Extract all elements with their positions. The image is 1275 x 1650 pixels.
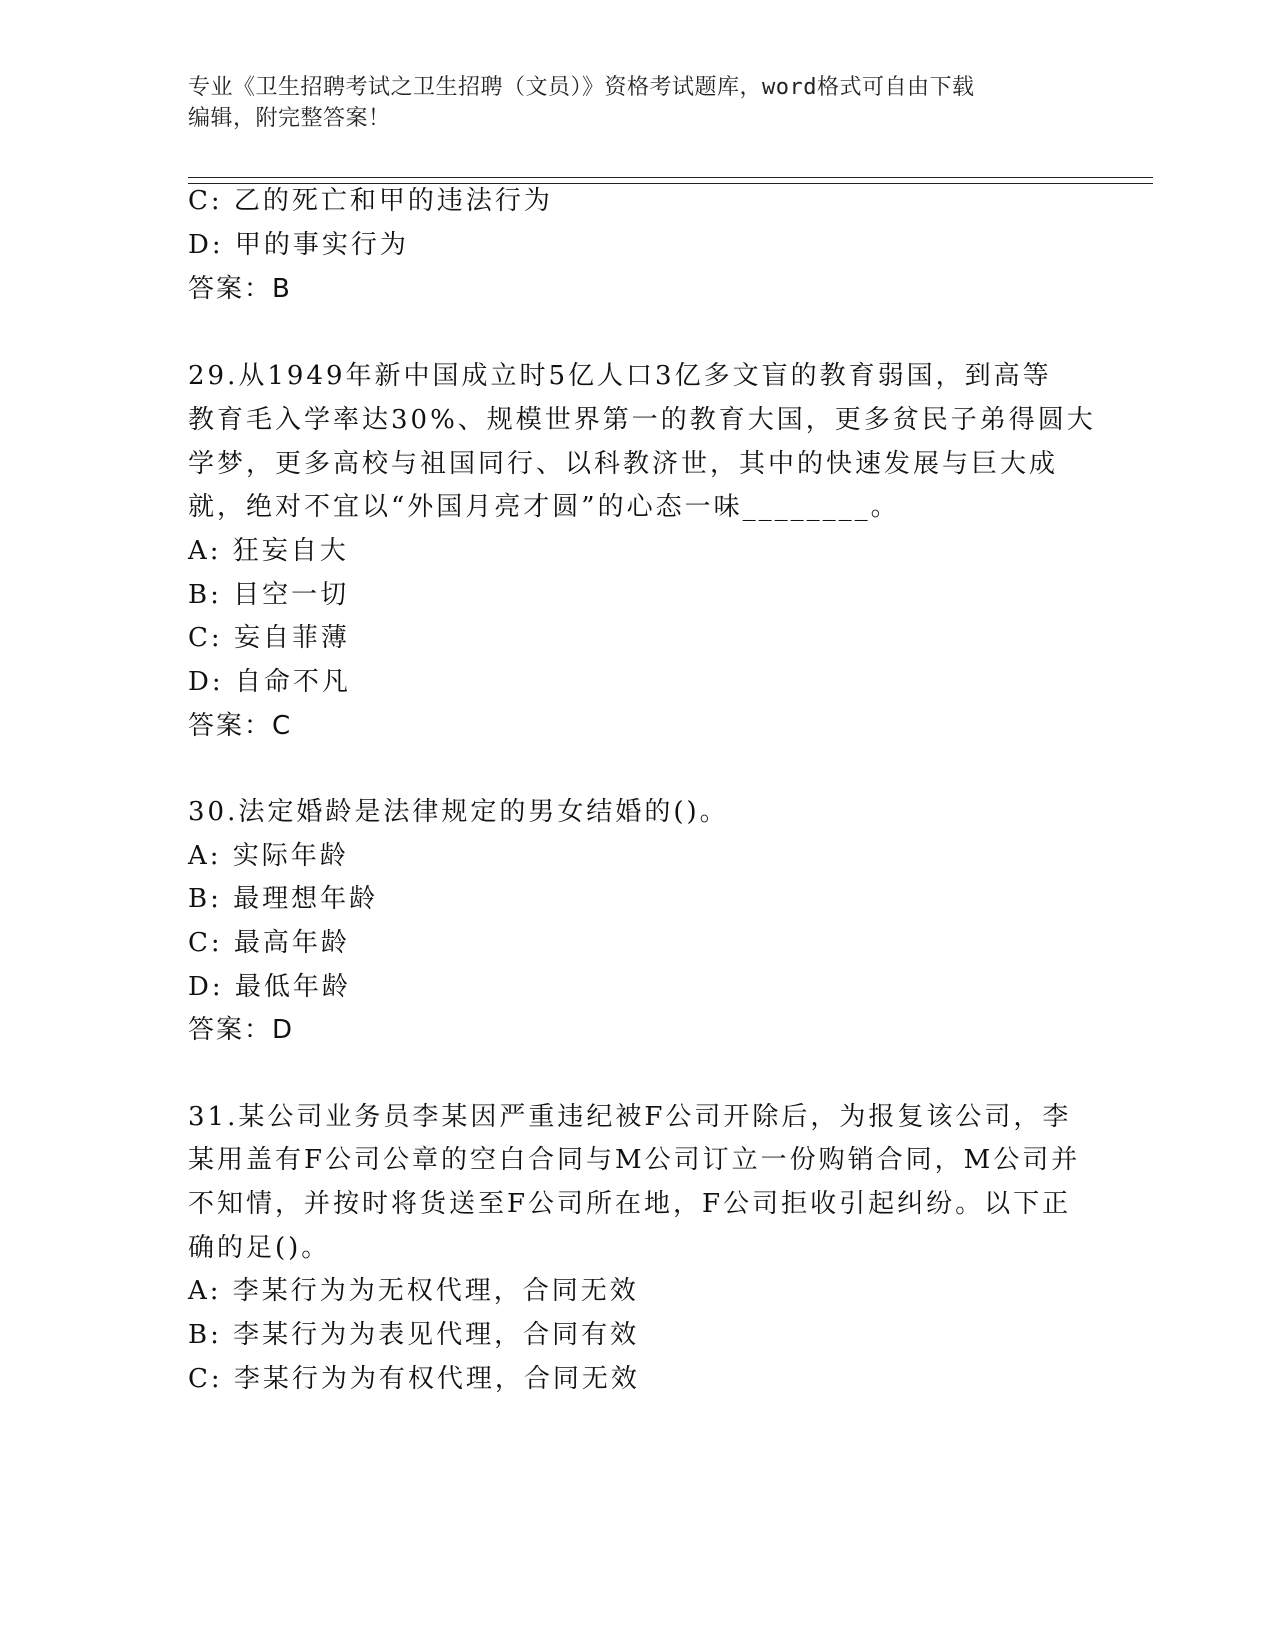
- q31-stem-line-1: 31.某公司业务员李某因严重违纪被F公司开除后，为报复该公司，李: [188, 1102, 1072, 1132]
- header-divider-bottom: [188, 183, 1153, 184]
- q31-option-c: C: 李某行为为有权代理，合同无效: [188, 1364, 640, 1394]
- q29-stem-line-1: 29.从1949年新中国成立时5亿人口3亿多文盲的教育弱国，到高等: [188, 361, 1052, 391]
- q29-stem-line-3: 学梦，更多高校与祖国同行、以科教济世，其中的快速发展与巨大成: [188, 449, 1059, 479]
- q30-stem: 30.法定婚龄是法律规定的男女结婚的()。: [188, 797, 729, 827]
- q31-option-b: B: 李某行为为表见代理，合同有效: [188, 1320, 640, 1350]
- document-header: [188, 72, 1088, 134]
- q29-stem-line-4: 就，绝对不宜以“外国月亮才圆”的心态一味________。: [188, 492, 900, 522]
- prev-answer: 答案：B: [188, 274, 292, 304]
- q31-stem-line-4: 确的足()。: [188, 1233, 331, 1263]
- q31-option-a: A: 李某行为为无权代理，合同无效: [188, 1276, 639, 1306]
- q29-option-d: D: 自命不凡: [188, 667, 351, 697]
- prev-option-d: D: 甲的事实行为: [188, 230, 409, 260]
- q30-option-d: D: 最低年龄: [188, 972, 351, 1002]
- prev-option-c: C: 乙的死亡和甲的违法行为: [188, 186, 553, 216]
- q29-stem-line-2: 教育毛入学率达30%、规模世界第一的教育大国，更多贫民子弟得圆大: [188, 405, 1096, 435]
- q30-answer: 答案：D: [188, 1015, 295, 1045]
- q29-answer: 答案：C: [188, 711, 293, 741]
- header-line-2: 编辑，附完整答案！: [188, 106, 391, 131]
- q30-option-c: C: 最高年龄: [188, 928, 350, 958]
- q30-option-a: A: 实际年龄: [188, 841, 349, 871]
- q31-stem-line-2: 某用盖有F公司公章的空白合同与M公司订立一份购销合同，M公司并: [188, 1145, 1081, 1175]
- header-line-1: 专业《卫生招聘考试之卫生招聘（文员）》资格考试题库，word格式可自由下载: [188, 75, 975, 100]
- q29-option-a: A: 狂妄自大: [188, 536, 349, 566]
- q29-option-b: B: 目空一切: [188, 580, 350, 610]
- q30-option-b: B: 最理想年龄: [188, 884, 379, 914]
- header-divider-top: [188, 177, 1153, 178]
- q31-stem-line-3: 不知情，并按时将货送至F公司所在地，F公司拒收引起纠纷。以下正: [188, 1189, 1072, 1219]
- q29-option-c: C: 妄自菲薄: [188, 623, 350, 653]
